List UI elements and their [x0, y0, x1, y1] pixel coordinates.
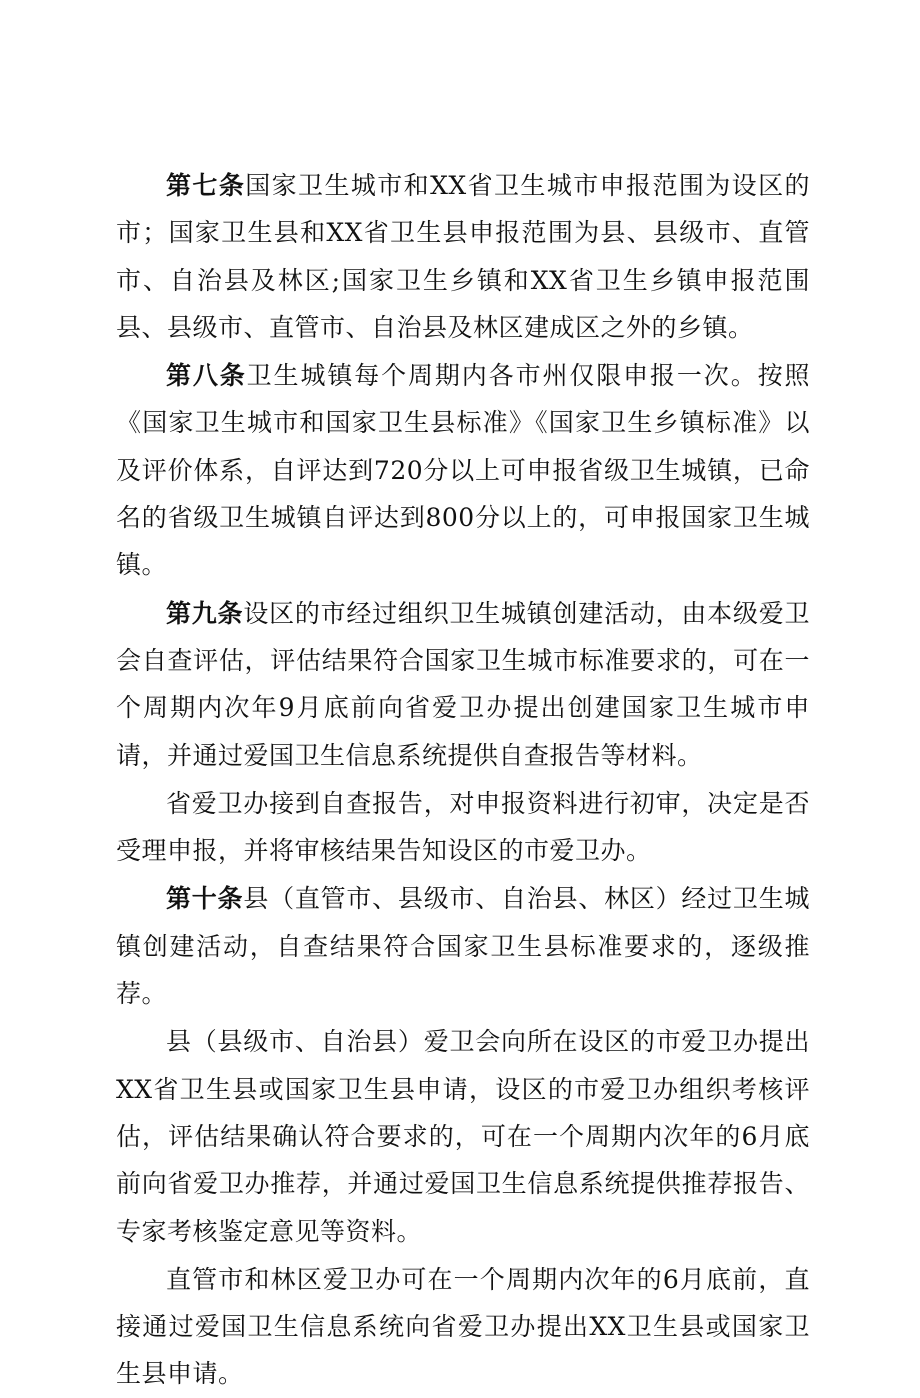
article-10-county-text: 县（县级市、自治县）爱卫会向所在设区的市爱卫办提出XX省卫生县或国家卫生县申请，设区的市爱卫办组织考核评估，评估结果确认符合要求的，可在一个周期内次年的6月底前向省爱卫办推荐，并通过爱国卫生信息系统提供推荐报告、专家考核鉴定意见等资料。 — [116, 1027, 810, 1246]
document-page — [116, 162, 810, 1398]
paragraph-article-10-direct — [116, 1256, 810, 1398]
paragraph-article-7 — [116, 162, 810, 351]
article-9-heading: 第九条 — [166, 598, 244, 628]
paragraph-article-8 — [116, 352, 810, 588]
article-7-heading: 第七条 — [166, 171, 246, 200]
paragraph-article-9 — [116, 590, 810, 779]
article-8-heading: 第八条 — [166, 361, 247, 391]
article-8-text: 卫生城镇每个周期内各市州仅限申报一次。按照《国家卫生城市和国家卫生县标准》《国家卫生乡镇标准》以及评价体系，自评达到720分以上可申报省级卫生城镇，已命名的省级卫生城镇自评达到800分以上的，可申报国家卫生城镇。 — [116, 361, 810, 580]
article-10-text: 县（直管市、县级市、自治县、林区）经过卫生城镇创建活动，自查结果符合国家卫生县标准要求的，逐级推荐。 — [116, 884, 810, 1009]
paragraph-article-9-review — [116, 780, 810, 875]
paragraph-article-10 — [116, 875, 810, 1017]
paragraph-article-10-county — [116, 1018, 810, 1254]
article-10-heading: 第十条 — [166, 884, 244, 914]
article-10-direct-text: 直管市和林区爱卫办可在一个周期内次年的6月底前，直接通过爱国卫生信息系统向省爱卫办提出XX卫生县或国家卫生县申请。 — [116, 1264, 810, 1389]
article-9-text: 设区的市经过组织卫生城镇创建活动，由本级爱卫会自查评估，评估结果符合国家卫生城市标准要求的，可在一个周期内次年9月底前向省爱卫办提出创建国家卫生城市申请，并通过爱国卫生信息系统提供自查报告等材料。 — [116, 598, 810, 770]
article-7-text: 国家卫生城市和XX省卫生城市申报范围为设区的市；国家卫生县和XX省卫生县申报范围为县、县级市、直管市、自治县及林区;国家卫生乡镇和XX省卫生乡镇申报范围县、县级市、直管市、自治县及林区建成区之外的乡镇。 — [116, 171, 810, 342]
article-9-review-text: 省爱卫办接到自查报告，对申报资料进行初审，决定是否受理申报，并将审核结果告知设区的市爱卫办。 — [116, 788, 810, 866]
